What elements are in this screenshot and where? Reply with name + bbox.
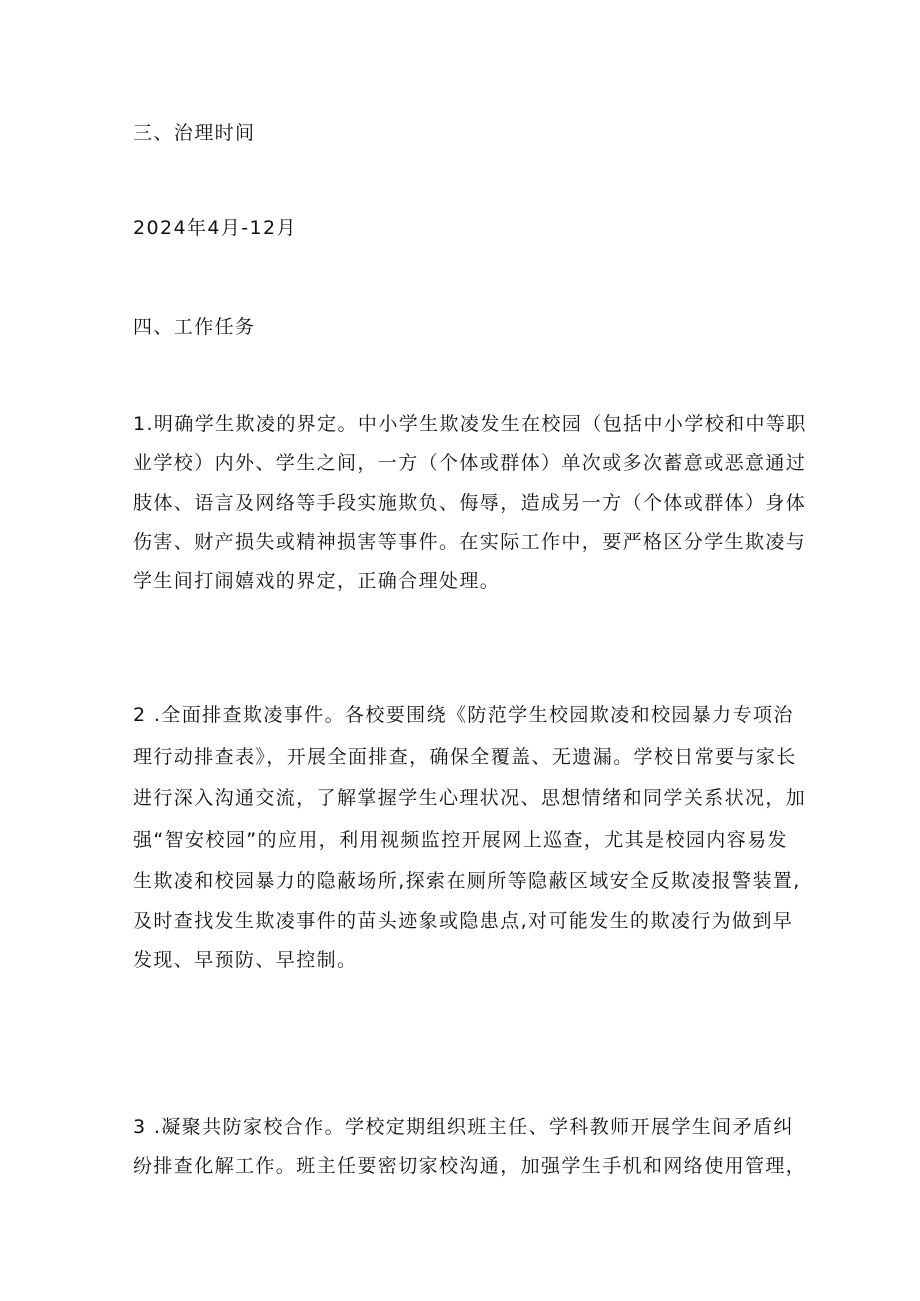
paragraph-line: 及时查找发生欺凌事件的苗头迹象或隐患点,对可能发生的欺凌行为做到早 [133, 910, 794, 932]
paragraph-line: 1.明确学生欺凌的界定。中小学生欺凌发生在校园（包括中小学校和中等职 [133, 413, 807, 435]
paragraph-line: 2 .全面排查欺凌事件。各校要围绕《防范学生校园欺凌和校园暴力专项治 [133, 704, 794, 726]
paragraph-line: 学生间打闹嬉戏的界定，正确合理处理。 [133, 570, 501, 592]
paragraph-line: 纷排查化解工作。班主任要密切家校沟通，加强学生手机和网络使用管理， [133, 1155, 807, 1177]
paragraph-line: 理行动排查表》，开展全面排查，确保全覆盖、无遗漏。学校日常要与家长 [133, 746, 797, 768]
paragraph-line: 肢体、语言及网络等手段实施欺负、侮辱，造成另一方（个体或群体）身体 [133, 492, 807, 514]
paragraph-line: 生欺凌和校园暴力的隐蔽场所,探索在厕所等隐蔽区域安全反欺凌报警装置, [133, 870, 801, 892]
paragraph-line: 进行深入沟通交流，了解掌握学生心理状况、思想情绪和同学关系状况，加 [133, 787, 807, 809]
paragraph-line: 发现、早预防、早控制。 [133, 949, 358, 971]
paragraph-line: 业学校）内外、学生之间，一方（个体或群体）单次或多次蓄意或恶意通过 [133, 452, 807, 474]
section-heading-governance-time: 三、治理时间 [133, 122, 256, 144]
governance-time-range: 2024年4月-12月 [133, 217, 297, 239]
paragraph-line: 强“智安校园”的应用，利用视频监控开展网上巡查，尤其是校园内容易发 [133, 829, 788, 851]
paragraph-line: 伤害、财产损失或精神损害等事件。在实际工作中，要严格区分学生欺凌与 [133, 531, 807, 553]
section-heading-work-tasks: 四、工作任务 [133, 316, 256, 338]
paragraph-line: 3 .凝聚共防家校合作。学校定期组织班主任、学科教师开展学生间矛盾纠 [133, 1116, 794, 1138]
